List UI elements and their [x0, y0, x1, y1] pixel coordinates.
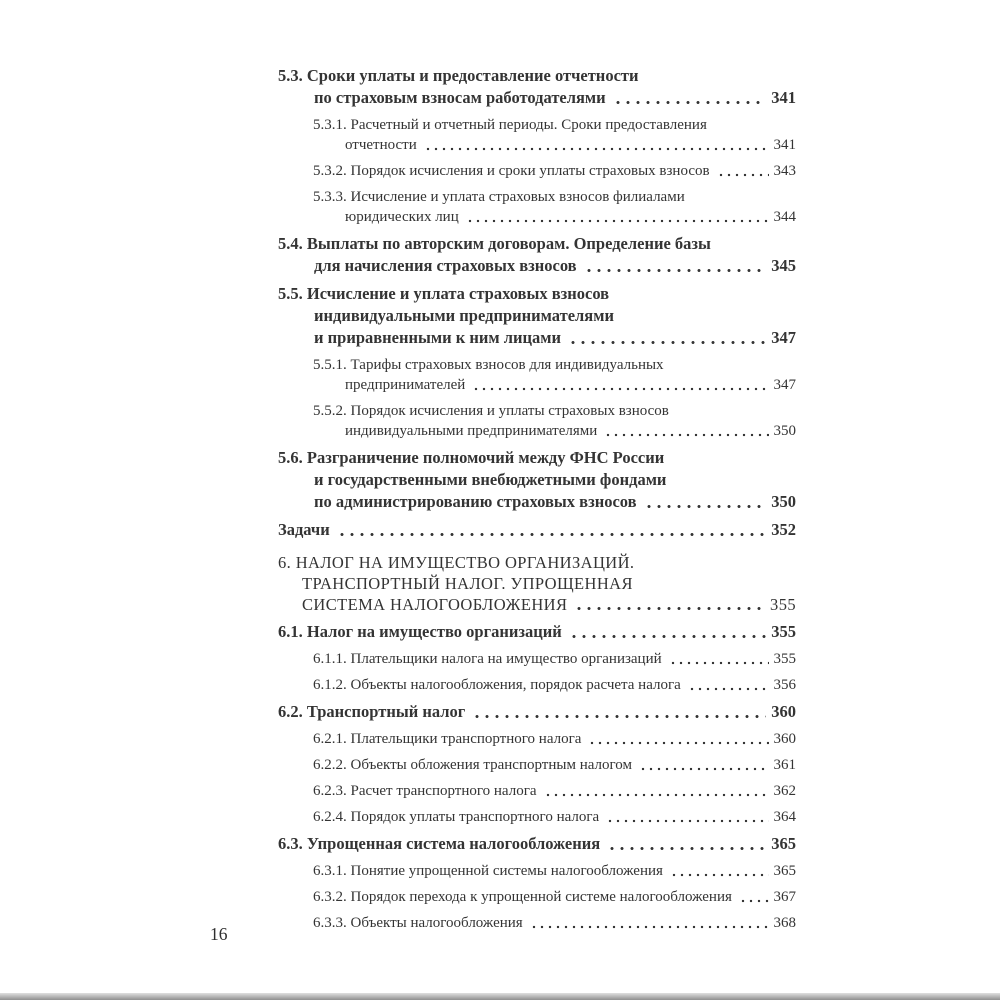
dot-leader [424, 135, 769, 155]
toc-entry-page: 364 [773, 809, 796, 825]
toc-entry-line [313, 913, 796, 933]
toc-entry-line [278, 255, 796, 277]
toc-entry [278, 65, 796, 109]
toc-entry-text: 5.3.1. Расчетный и отчетный периоды. Сроки предоставления [313, 117, 707, 133]
toc-entry [278, 755, 796, 775]
toc-entry-text: 5.5. Исчисление и уплата страховых взносов [278, 284, 610, 303]
toc-entry [278, 447, 796, 513]
toc-entry [278, 519, 796, 541]
toc-entry-line [278, 233, 796, 255]
toc-entry-line [278, 305, 796, 327]
dot-leader [568, 327, 766, 349]
page-number: 16 [210, 924, 228, 944]
toc-entry-text: для начисления страховых взносов [314, 256, 577, 275]
toc-entry-line [313, 375, 796, 395]
toc-entry-page: 347 [773, 377, 796, 393]
toc-entry-page: 360 [771, 702, 796, 721]
toc-entry-line [313, 401, 796, 421]
toc-entry-line [313, 675, 796, 695]
toc-entry-line [313, 729, 796, 749]
toc-entry [278, 701, 796, 723]
toc-entry-page: 368 [773, 915, 796, 931]
toc-entry-text: 6.1. Налог на имущество организаций [278, 622, 562, 641]
toc-entry-line [278, 573, 796, 594]
toc-entry-text: 6.3.1. Понятие упрощенной системы налогообложения [313, 863, 663, 879]
toc-entry-line [313, 755, 796, 775]
dot-leader [472, 375, 768, 395]
toc-entry [278, 675, 796, 695]
toc-entry-line [278, 87, 796, 109]
toc-entry-line [278, 491, 796, 513]
dot-leader [607, 833, 766, 855]
toc-entry-page: 365 [771, 834, 796, 853]
toc-entry-line [278, 469, 796, 491]
toc-entry-text: 6.2.3. Расчет транспортного налога [313, 783, 537, 799]
toc-entry-line [313, 781, 796, 801]
toc-entry-page: 341 [771, 88, 796, 107]
dot-leader [574, 594, 765, 615]
toc-entry-text: по администрированию страховых взносов [314, 492, 637, 511]
table-of-contents [278, 60, 796, 939]
dot-leader [739, 887, 769, 907]
toc-entry-text: по страховым взносам работодателями [314, 88, 606, 107]
toc-entry [278, 807, 796, 827]
toc-entry-page: 343 [773, 163, 796, 179]
dot-leader [644, 491, 767, 513]
dot-leader [604, 421, 768, 441]
toc-entry-line [313, 861, 796, 881]
dot-leader [606, 807, 768, 827]
toc-entry-line [278, 447, 796, 469]
dot-leader [717, 161, 769, 181]
toc-entry-text: индивидуальными предпринимателями [345, 423, 598, 439]
toc-entry-text: СИСТЕМА НАЛОГООБЛОЖЕНИЯ [302, 595, 568, 614]
toc-entry-page: 350 [773, 423, 796, 439]
toc-entry-page: 341 [773, 137, 796, 153]
toc-entry-page: 360 [773, 731, 796, 747]
toc-entry-text: и государственными внебюджетными фондами [314, 470, 667, 489]
toc-entry-line [278, 701, 796, 723]
dot-leader [530, 913, 769, 933]
dot-leader [337, 519, 767, 541]
dot-leader [613, 87, 767, 109]
toc-entry-line [313, 887, 796, 907]
toc-entry-line [313, 207, 796, 227]
dot-leader [584, 255, 767, 277]
toc-entry-page: 350 [771, 492, 796, 511]
toc-entry [278, 283, 796, 349]
dot-leader [569, 621, 767, 643]
toc-entry-line [313, 355, 796, 375]
toc-entry-page: 345 [771, 256, 796, 275]
toc-entry-line [313, 187, 796, 207]
toc-entry [278, 621, 796, 643]
toc-entry [278, 887, 796, 907]
toc-entry-text: 6.1.1. Плательщики налога на имущество организаций [313, 651, 662, 667]
toc-entry [278, 552, 796, 615]
toc-entry-text: 5.5.2. Порядок исчисления и уплаты страховых взносов [313, 403, 669, 419]
toc-entry-page: 352 [771, 520, 796, 539]
toc-entry-text: 5.3. Сроки уплаты и предоставление отчетности [278, 66, 639, 85]
toc-entry-page: 365 [773, 863, 796, 879]
toc-entry-text: 6.2. Транспортный налог [278, 702, 466, 721]
toc-entry-text: 6. НАЛОГ НА ИМУЩЕСТВО ОРГАНИЗАЦИЙ. [278, 553, 635, 572]
toc-entry-page: 362 [773, 783, 796, 799]
toc-entry [278, 913, 796, 933]
toc-entry-page: 367 [773, 889, 796, 905]
toc-entry-line [278, 519, 796, 541]
toc-entry-page: 355 [773, 651, 796, 667]
scan-edge-shadow [0, 993, 1000, 1000]
toc-entry-text: 6.2.2. Объекты обложения транспортным налогом [313, 757, 632, 773]
toc-entry [278, 187, 796, 227]
toc-entry-page: 355 [771, 622, 796, 641]
toc-entry-page: 347 [771, 328, 796, 347]
toc-entry-page: 355 [770, 595, 796, 614]
toc-entry-text: отчетности [345, 137, 417, 153]
toc-entry [278, 233, 796, 277]
toc-entry-line [278, 594, 796, 615]
toc-entry-page: 356 [773, 677, 796, 693]
toc-entry-text: 5.4. Выплаты по авторским договорам. Определение базы [278, 234, 711, 253]
toc-entry-text: и приравненными к ним лицами [314, 328, 562, 347]
toc-entry-line [278, 327, 796, 349]
toc-entry [278, 355, 796, 395]
dot-leader [639, 755, 769, 775]
toc-entry [278, 115, 796, 155]
toc-entry-text: 6.1.2. Объекты налогообложения, порядок расчета налога [313, 677, 681, 693]
toc-entry-text: 6.3.3. Объекты налогообложения [313, 915, 523, 931]
toc-entry-line [313, 421, 796, 441]
toc-entry-line [313, 807, 796, 827]
toc-entry-line [278, 65, 796, 87]
toc-entry-line [278, 833, 796, 855]
dot-leader [544, 781, 769, 801]
toc-entry-text: 6.2.1. Плательщики транспортного налога [313, 731, 582, 747]
dot-leader [472, 701, 766, 723]
toc-entry-text: ТРАНСПОРТНЫЙ НАЛОГ. УПРОЩЕННАЯ [302, 574, 633, 593]
toc-entry-line [313, 649, 796, 669]
toc-entry-line [278, 552, 796, 573]
toc-entry [278, 833, 796, 855]
toc-entry-page: 344 [773, 209, 796, 225]
dot-leader [466, 207, 769, 227]
toc-entry-text: 6.2.4. Порядок уплаты транспортного налога [313, 809, 600, 825]
toc-entry-text: 5.3.3. Исчисление и уплата страховых взносов филиалами [313, 189, 685, 205]
toc-entry-line [278, 621, 796, 643]
toc-entry-line [278, 283, 796, 305]
toc-entry-text: юридических лиц [345, 209, 459, 225]
toc-entry [278, 401, 796, 441]
dot-leader [669, 649, 769, 669]
dot-leader [588, 729, 768, 749]
toc-entry-line [313, 135, 796, 155]
toc-entry-text: 5.3.2. Порядок исчисления и сроки уплаты страховых взносов [313, 163, 710, 179]
toc-entry-text: 6.3. Упрощенная система налогообложения [278, 834, 601, 853]
toc-entry-text: Задачи [278, 520, 330, 539]
toc-entry [278, 781, 796, 801]
toc-entry-line [313, 161, 796, 181]
toc-entry-text: предпринимателей [345, 377, 466, 393]
toc-entry-text: 5.6. Разграничение полномочий между ФНС России [278, 448, 665, 467]
toc-entry-text: индивидуальными предпринимателями [314, 306, 614, 325]
toc-entry [278, 729, 796, 749]
toc-entry [278, 649, 796, 669]
dot-leader [688, 675, 769, 695]
toc-entry-page: 361 [773, 757, 796, 773]
toc-entry-text: 6.3.2. Порядок перехода к упрощенной системе налогообложения [313, 889, 732, 905]
toc-entry [278, 861, 796, 881]
toc-entry-line [313, 115, 796, 135]
toc-entry [278, 161, 796, 181]
toc-entry-text: 5.5.1. Тарифы страховых взносов для индивидуальных [313, 357, 664, 373]
dot-leader [670, 861, 769, 881]
